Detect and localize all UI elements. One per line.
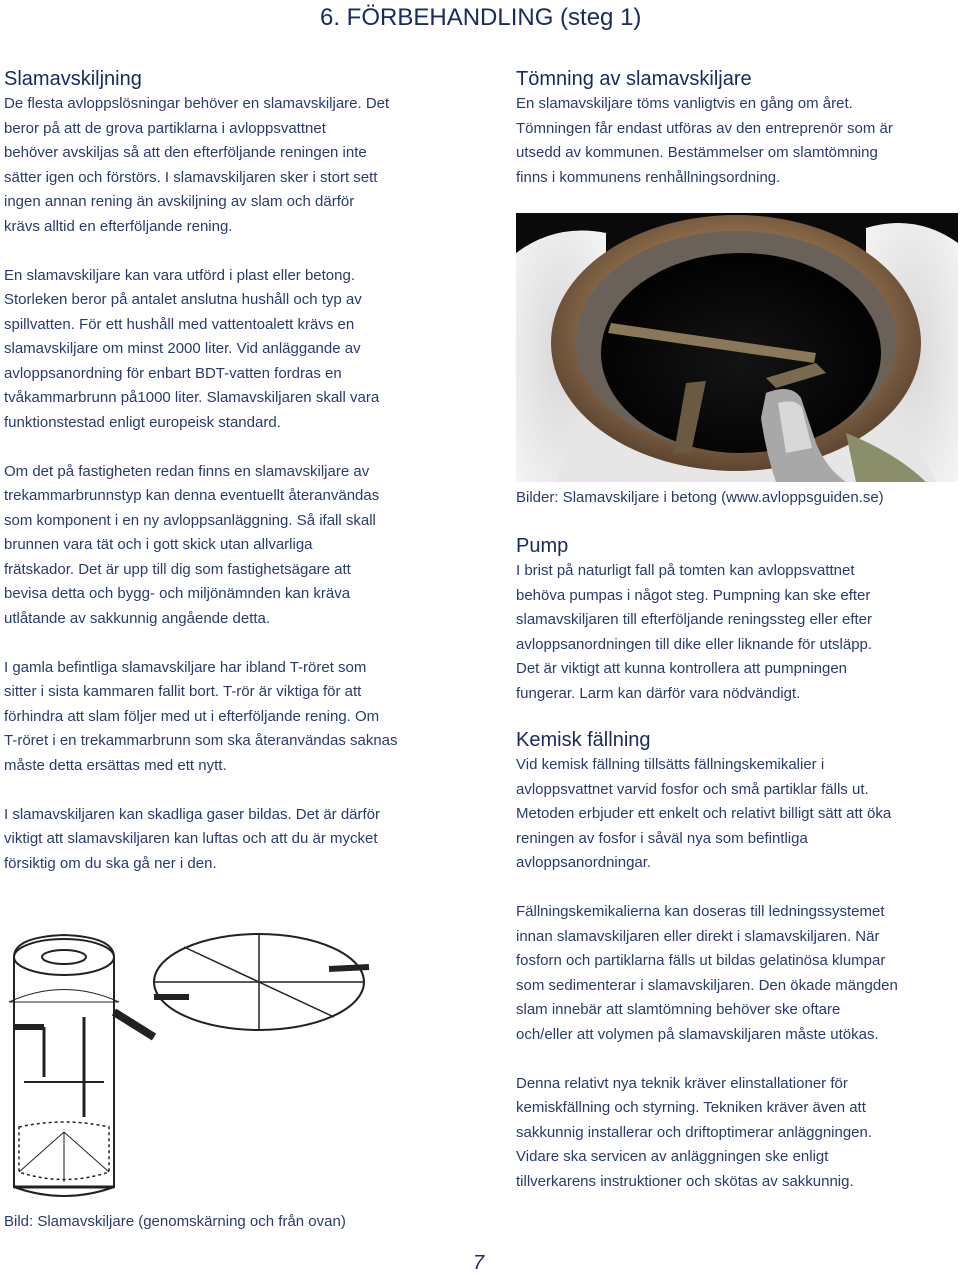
page-number: 7: [473, 1252, 485, 1274]
text-line: Metoden erbjuder ett enkelt och relativt billigt sätt att öka: [516, 805, 892, 822]
text-line: funktionstestad enligt europeisk standard.: [4, 413, 281, 431]
text-line: som sedimenterar i slamavskiljaren. Den ökade mängden: [516, 976, 898, 994]
text-line: frätskador. Det är upp till dig som fastighetsägare att: [4, 560, 351, 578]
text-line: avloppsanordningen till dike eller liknande för utsläpp.: [516, 635, 873, 653]
text-line: Denna relativt nya teknik kräver elinstallationer för: [516, 1074, 848, 1092]
text-line: sakkunnig installerar och driftoptimerar anläggningen.: [516, 1123, 873, 1141]
text-line: bevisa detta och bygg- och miljönämnden kan kräva: [4, 585, 351, 602]
text-line: kemiskfällning och styrning. Tekniken kräver även att: [516, 1099, 866, 1116]
text-line: utsedd av kommunen. Bestämmelser om slamtömning: [516, 144, 878, 161]
text-line: I brist på naturligt fall på tomten kan avloppsvattnet: [516, 562, 855, 579]
section-title-slamavskiljning: Slamavskiljning: [4, 68, 142, 90]
text-line: En slamavskiljare töms vanligtvis en gång om året.: [516, 95, 853, 112]
text-line: tvåkammarbrunn på1000 liter. Slamavskiljaren skall vara: [4, 389, 380, 406]
text-line: Vid kemisk fällning tillsätts fällningskemikalier i: [516, 756, 825, 773]
text-line: fungerar. Larm kan därför vara nödvändigt.: [516, 684, 801, 702]
text-line: Fällningskemikalierna kan doseras till ledningssystemet: [516, 903, 885, 920]
text-line: En slamavskiljare kan vara utförd i plast eller betong.: [4, 266, 356, 284]
paragraph: [516, 753, 958, 876]
drawing-caption: Bild: Slamavskiljare (genomskärning och från ovan): [4, 1213, 346, 1230]
text-line: och/eller att volymen på slamavskiljaren måste utökas.: [516, 1025, 879, 1043]
text-line: ingen annan rening än avskiljning av slam och därför: [4, 193, 355, 210]
paragraph: [516, 559, 958, 706]
text-line: innan slamavskiljaren eller direkt i slamavskiljaren. När: [516, 927, 880, 945]
text-line: sätter igen och förstörs. I slamavskiljaren sker i stort sett: [4, 168, 378, 186]
paragraph: [516, 1072, 958, 1195]
text-line: behöver avskiljas så att den efterföljande reningen inte: [4, 144, 367, 161]
section-title-pump: Pump: [516, 535, 569, 557]
text-line: förhindra att slam följer med ut i efterföljande rening. Om: [4, 707, 380, 725]
paragraph: [4, 92, 459, 239]
text-line: reningen av fosfor i såväl nya som befintliga: [516, 829, 808, 847]
text-line: slam innebär att slamtömning behöver ske oftare: [516, 1001, 841, 1018]
text-line: I slamavskiljaren kan skadliga gaser bildas. Det är därför: [4, 805, 381, 823]
text-line: brunnen vara tät och i gott skick utan allvarliga: [4, 536, 313, 553]
section-title-kemisk-fallning: Kemisk fällning: [516, 729, 651, 751]
text-line: avloppsanordning för enbart BDT-vatten fordras en: [4, 364, 342, 382]
right-column-lower: [516, 533, 958, 1194]
text-line: avloppsvattnet varvid fosfor och små partiklar fälls ut.: [516, 780, 869, 798]
paragraph: [4, 803, 459, 877]
text-line: fosforn och partiklarna fälls ut bildas gelatinösa klumpar: [516, 952, 886, 969]
paragraph: [516, 900, 958, 1047]
left-column: [4, 66, 459, 876]
right-column: [516, 66, 958, 190]
text-line: Storleken beror på antalet anslutna hushåll och typ av: [4, 291, 362, 308]
text-line: slamavskiljaren till efterföljande reningssteg eller efter: [516, 611, 873, 628]
septic-tank-drawing: [4, 917, 374, 1207]
text-line: avloppsanordningar.: [516, 854, 652, 871]
paragraph: [516, 92, 958, 190]
text-line: finns i kommunens renhållningsordning.: [516, 168, 781, 186]
text-line: Det är viktigt att kunna kontrollera att pumpningen: [516, 660, 848, 677]
paragraph: [4, 264, 459, 436]
text-line: Om det på fastigheten redan finns en slamavskiljare av: [4, 462, 370, 480]
text-line: viktigt att slamavskiljaren kan luftas och att du är mycket: [4, 830, 378, 847]
paragraph: [4, 460, 459, 632]
text-line: Tömningen får endast utföras av den entreprenör som är: [516, 119, 893, 137]
septic-tank-photo: [516, 213, 958, 482]
text-line: trekammarbrunnstyp kan denna eventuellt återanvändas: [4, 487, 380, 504]
paragraph: [4, 656, 459, 779]
text-line: T-röret i en trekammarbrunn som ska återanvändas saknas: [4, 732, 398, 749]
text-line: sitter i sista kammaren fallit bort. T-rör är viktiga för att: [4, 683, 362, 700]
text-line: I gamla befintliga slamavskiljare har ibland T-röret som: [4, 658, 367, 676]
text-line: måste detta ersättas med ett nytt.: [4, 756, 227, 774]
chapter-header: 6. FÖRBEHANDLING (steg 1): [320, 4, 642, 31]
text-line: tillverkarens instruktioner och skötas av sakkunnig.: [516, 1172, 854, 1190]
text-line: beror på att de grova partiklarna i avloppsvattnet: [4, 119, 326, 137]
text-line: spillvatten. För ett hushåll med vattentoalett krävs en: [4, 315, 355, 333]
text-line: utlåtande av sakkunnig angående detta.: [4, 609, 271, 627]
text-line: krävs alltid en efterföljande rening.: [4, 217, 233, 235]
section-title-tomning: Tömning av slamavskiljare: [516, 68, 752, 90]
text-line: slamavskiljare om minst 2000 liter. Vid anläggande av: [4, 340, 361, 357]
text-line: Vidare ska servicen av anläggningen ske enligt: [516, 1148, 829, 1165]
text-line: behöva pumpas i något steg. Pumpning kan ske efter: [516, 586, 871, 604]
text-line: De flesta avloppslösningar behöver en slamavskiljare. Det: [4, 95, 390, 112]
text-line: som komponent i en ny avloppsanläggning. Så ifall skall: [4, 511, 376, 529]
text-line: försiktig om du ska gå ner i den.: [4, 854, 217, 872]
photo-caption: Bilder: Slamavskiljare i betong (www.avloppsguiden.se): [516, 489, 884, 506]
